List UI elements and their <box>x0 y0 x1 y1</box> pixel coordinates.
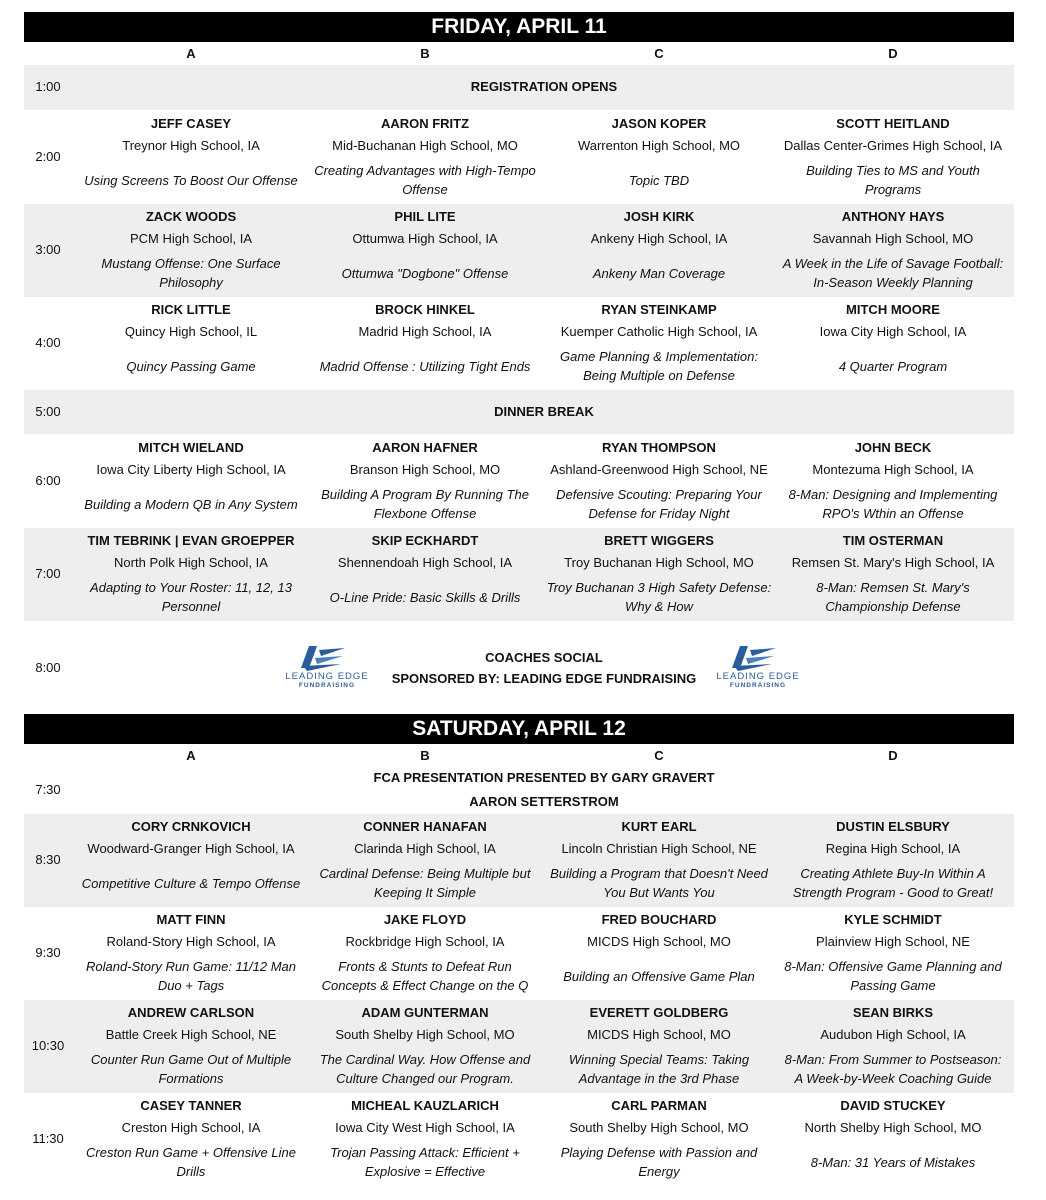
school-name: Savannah High School, MO <box>812 231 974 246</box>
time-label: 8:00 <box>35 660 61 675</box>
session-cell <box>776 297 1010 389</box>
school-name: Ashland-Greenwood High School, NE <box>550 462 768 477</box>
session-topic: 8-Man: 31 Years of Mistakes <box>810 1154 976 1170</box>
leading-edge-logo: LEADING EDGE FUNDRAISING <box>279 644 375 694</box>
time-label: 9:30 <box>35 945 61 960</box>
session-cell <box>776 814 1010 906</box>
session-row <box>24 111 1014 204</box>
speaker-name: JEFF CASEY <box>150 116 232 131</box>
session-cell <box>776 907 1010 999</box>
speaker-name: PHIL LITE <box>394 209 456 224</box>
time-label: 11:30 <box>32 1131 64 1146</box>
session-cell <box>542 111 776 203</box>
school-name: MICDS High School, MO <box>587 934 731 949</box>
speaker-name: FRED BOUCHARD <box>601 912 717 927</box>
session-cell <box>308 1000 542 1092</box>
session-topic: Using Screens To Boost Our Offense <box>84 172 298 188</box>
social-sponsor: SPONSORED BY: LEADING EDGE FUNDRAISING <box>391 671 697 686</box>
time-label: 8:30 <box>35 852 61 867</box>
dinner-row <box>24 390 1014 434</box>
speaker-name: JOHN BECK <box>854 440 932 455</box>
school-name: Treynor High School, IA <box>122 138 260 153</box>
speaker-name: ANDREW CARLSON <box>127 1005 255 1020</box>
speaker-name: SKIP ECKHARDT <box>371 533 479 548</box>
session-topic: Quincy Passing Game <box>126 358 256 374</box>
speaker-name: RICK LITTLE <box>151 302 231 317</box>
registration-row <box>24 65 1014 110</box>
saturday-column-headers <box>24 746 1014 766</box>
session-cell <box>74 814 308 906</box>
session-topic: Competitive Culture & Tempo Offense <box>81 875 301 891</box>
session-topic: O-Line Pride: Basic Skills & Drills <box>329 589 521 605</box>
session-topic: Roland-Story Run Game: 11/12 Man Duo + Tags <box>85 959 297 993</box>
school-name: Lincoln Christian High School, NE <box>561 841 757 856</box>
time-label: 7:00 <box>35 566 61 581</box>
session-cell <box>308 907 542 999</box>
column-b: B <box>420 748 430 763</box>
session-topic: Building a Modern QB in Any System <box>84 496 298 512</box>
session-cell <box>776 111 1010 203</box>
column-d: D <box>888 46 898 61</box>
session-cell <box>776 1093 1010 1185</box>
speaker-name: JOSH KIRK <box>623 209 695 224</box>
school-name: Rockbridge High School, IA <box>345 934 505 949</box>
session-topic: 8-Man: Remsen St. Mary's Championship Defense <box>816 580 970 614</box>
school-name: Montezuma High School, IA <box>812 462 974 477</box>
speaker-name: SEAN BIRKS <box>852 1005 934 1020</box>
speaker-name: JASON KOPER <box>611 116 707 131</box>
session-cell <box>542 814 776 906</box>
school-name: Creston High School, IA <box>121 1120 261 1135</box>
time-label: 5:00 <box>35 404 61 419</box>
session-topic: 8-Man: Offensive Game Planning and Passing Game <box>784 959 1002 993</box>
session-topic: The Cardinal Way. How Offense and Culture Changed our Program. <box>319 1052 531 1086</box>
speaker-name: AARON FRITZ <box>380 116 470 131</box>
time-label: 3:00 <box>35 242 61 257</box>
speaker-name: ZACK WOODS <box>145 209 237 224</box>
session-cell <box>74 111 308 203</box>
session-topic: A Week in the Life of Savage Football: In-Season Weekly Planning <box>782 256 1004 290</box>
school-name: Plainview High School, NE <box>816 934 970 949</box>
school-name: Audubon High School, IA <box>820 1027 966 1042</box>
session-topic: Madrid Offense : Utilizing Tight Ends <box>319 358 531 374</box>
session-cell <box>542 204 776 296</box>
session-topic: Topic TBD <box>628 172 690 188</box>
speaker-name: CASEY TANNER <box>140 1098 242 1113</box>
speaker-name: MITCH WIELAND <box>138 440 244 455</box>
session-topic: Defensive Scouting: Preparing Your Defense for Friday Night <box>556 487 762 521</box>
speaker-name: JAKE FLOYD <box>383 912 467 927</box>
session-cell <box>776 204 1010 296</box>
session-row <box>24 204 1014 297</box>
session-cell <box>74 1000 308 1092</box>
speaker-name: KYLE SCHMIDT <box>844 912 942 927</box>
session-topic: Ankeny Man Coverage <box>592 265 726 281</box>
speaker-name: TIM OSTERMAN <box>842 533 944 548</box>
speaker-name: RYAN STEINKAMP <box>601 302 717 317</box>
speaker-name: BRETT WIGGERS <box>604 533 714 548</box>
session-topic: Creston Run Game + Offensive Line Drills <box>86 1145 296 1179</box>
school-name: Iowa City Liberty High School, IA <box>96 462 286 477</box>
session-cell <box>74 528 308 620</box>
session-topic: Building an Offensive Game Plan <box>563 968 755 984</box>
school-name: Ottumwa High School, IA <box>352 231 498 246</box>
fca-presenter: AARON SETTERSTROM <box>469 794 619 809</box>
social-title: COACHES SOCIAL <box>485 650 603 665</box>
leading-edge-logo: LEADING EDGE FUNDRAISING <box>710 644 806 694</box>
session-cell <box>542 1000 776 1092</box>
school-name: Warrenton High School, MO <box>577 138 741 153</box>
time-label: 1:00 <box>35 79 61 94</box>
school-name: North Shelby High School, MO <box>804 1120 982 1135</box>
session-cell <box>308 111 542 203</box>
school-name: Troy Buchanan High School, MO <box>564 555 754 570</box>
session-cell <box>542 1093 776 1185</box>
speaker-name: MITCH MOORE <box>846 302 940 317</box>
column-c: C <box>654 748 664 763</box>
session-topic: Playing Defense with Passion and Energy <box>560 1145 758 1179</box>
session-topic: Winning Special Teams: Taking Advantage in the 3rd Phase <box>568 1052 750 1086</box>
speaker-name: AARON HAFNER <box>372 440 478 455</box>
session-topic: Building Ties to MS and Youth Programs <box>806 163 980 197</box>
session-cell <box>542 528 776 620</box>
school-name: South Shelby High School, MO <box>569 1120 749 1135</box>
speaker-name: CARL PARMAN <box>611 1098 707 1113</box>
time-label: 6:00 <box>35 473 61 488</box>
school-name: Kuemper Catholic High School, IA <box>560 324 758 339</box>
school-name: Branson High School, MO <box>349 462 501 477</box>
session-topic: Creating Athlete Buy-In Within A Strength Program - Good to Great! <box>792 866 994 900</box>
friday-header: FRIDAY, APRIL 11 <box>24 12 1014 42</box>
session-row <box>24 297 1014 390</box>
speaker-name: MATT FINN <box>156 912 226 927</box>
school-name: Clarinda High School, IA <box>354 841 496 856</box>
session-topic: Adapting to Your Roster: 11, 12, 13 Personnel <box>90 580 292 614</box>
column-d: D <box>888 748 898 763</box>
session-cell <box>74 435 308 527</box>
school-name: Ankeny High School, IA <box>590 231 728 246</box>
session-row <box>24 814 1014 907</box>
speaker-name: CONNER HANAFAN <box>363 819 487 834</box>
column-a: A <box>186 748 196 763</box>
session-topic: Building A Program By Running The Flexbone Offense <box>321 487 529 521</box>
school-name: Regina High School, IA <box>825 841 961 856</box>
saturday-header: SATURDAY, APRIL 12 <box>24 714 1014 744</box>
session-topic: 8-Man: Designing and Implementing RPO's Wthin an Offense <box>788 487 998 521</box>
session-row <box>24 528 1014 621</box>
session-cell <box>776 528 1010 620</box>
school-name: MICDS High School, MO <box>587 1027 731 1042</box>
session-topic: Fronts & Stunts to Defeat Run Concepts & Effect Change on the Q <box>321 959 529 993</box>
session-cell <box>776 1000 1010 1092</box>
session-cell <box>308 1093 542 1185</box>
speaker-name: CORY CRNKOVICH <box>131 819 251 834</box>
column-a: A <box>186 46 196 61</box>
dinner-label: DINNER BREAK <box>494 404 594 419</box>
speaker-name: RYAN THOMPSON <box>602 440 716 455</box>
session-topic: Counter Run Game Out of Multiple Formations <box>90 1052 292 1086</box>
session-topic: Mustang Offense: One Surface Philosophy <box>101 256 281 290</box>
session-topic: Cardinal Defense: Being Multiple but Keeping It Simple <box>319 866 531 900</box>
speaker-name: DUSTIN ELSBURY <box>836 819 950 834</box>
session-topic: Creating Advantages with High-Tempo Offense <box>314 163 536 197</box>
session-topic: Ottumwa "Dogbone" Offense <box>341 265 509 281</box>
session-cell <box>74 204 308 296</box>
fca-row <box>24 766 1014 814</box>
session-topic: Building a Program that Doesn't Need You But Wants You <box>550 866 768 900</box>
speaker-name: DAVID STUCKEY <box>840 1098 946 1113</box>
time-label: 10:30 <box>31 1038 65 1053</box>
session-cell <box>308 435 542 527</box>
column-b: B <box>420 46 430 61</box>
school-name: Remsen St. Mary's High School, IA <box>791 555 995 570</box>
session-cell <box>308 204 542 296</box>
session-cell <box>308 528 542 620</box>
speaker-name: BROCK HINKEL <box>375 302 475 317</box>
registration-label: REGISTRATION OPENS <box>470 79 618 94</box>
school-name: North Polk High School, IA <box>114 555 268 570</box>
speaker-name: KURT EARL <box>621 819 697 834</box>
time-label: 7:30 <box>35 782 61 797</box>
school-name: Shennendoah High School, IA <box>337 555 513 570</box>
school-name: Mid-Buchanan High School, MO <box>332 138 518 153</box>
school-name: Quincy High School, IL <box>124 324 258 339</box>
school-name: Roland-Story High School, IA <box>106 934 276 949</box>
session-cell <box>308 297 542 389</box>
session-topic: 8-Man: From Summer to Postseason: A Week-by-Week Coaching Guide <box>784 1052 1002 1086</box>
session-cell <box>74 907 308 999</box>
social-row <box>24 640 1014 700</box>
session-row <box>24 435 1014 528</box>
session-topic: Troy Buchanan 3 High Safety Defense: Why & How <box>546 580 772 614</box>
school-name: Iowa City High School, IA <box>819 324 967 339</box>
speaker-name: ADAM GUNTERMAN <box>361 1005 489 1020</box>
school-name: Madrid High School, IA <box>358 324 492 339</box>
session-topic: Trojan Passing Attack: Efficient + Explosive = Effective <box>330 1145 520 1179</box>
friday-column-headers <box>24 44 1014 64</box>
session-cell <box>542 435 776 527</box>
session-topic: 4 Quarter Program <box>838 358 948 374</box>
session-row <box>24 1093 1014 1186</box>
session-row <box>24 907 1014 1000</box>
session-topic: Game Planning & Implementation: Being Multiple on Defense <box>560 349 758 383</box>
session-cell <box>776 435 1010 527</box>
session-cell <box>74 1093 308 1185</box>
column-c: C <box>654 46 664 61</box>
session-cell <box>542 297 776 389</box>
speaker-name: SCOTT HEITLAND <box>836 116 950 131</box>
school-name: Dallas Center-Grimes High School, IA <box>783 138 1003 153</box>
speaker-name: MICHEAL KAUZLARICH <box>351 1098 499 1113</box>
time-label: 4:00 <box>35 335 61 350</box>
speaker-name: TIM TEBRINK | EVAN GROEPPER <box>87 533 295 548</box>
school-name: Iowa City West High School, IA <box>335 1120 515 1135</box>
school-name: Woodward-Granger High School, IA <box>87 841 295 856</box>
session-cell <box>308 814 542 906</box>
school-name: PCM High School, IA <box>129 231 253 246</box>
fca-title: FCA PRESENTATION PRESENTED BY GARY GRAVERT <box>373 770 715 785</box>
speaker-name: EVERETT GOLDBERG <box>589 1005 729 1020</box>
time-label: 2:00 <box>35 149 61 164</box>
school-name: Battle Creek High School, NE <box>105 1027 277 1042</box>
speaker-name: ANTHONY HAYS <box>841 209 945 224</box>
session-cell <box>542 907 776 999</box>
school-name: South Shelby High School, MO <box>335 1027 515 1042</box>
session-row <box>24 1000 1014 1093</box>
session-cell <box>74 297 308 389</box>
